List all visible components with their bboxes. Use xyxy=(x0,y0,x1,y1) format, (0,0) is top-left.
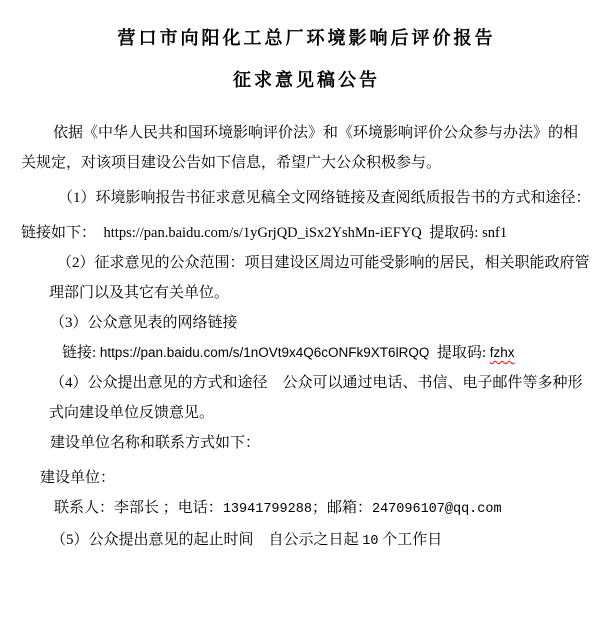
item5-days-value: 10 xyxy=(362,534,379,549)
contact-separator-1: ； xyxy=(159,500,178,516)
baidu-pan-report-link[interactable]: https://pan.baidu.com/s/1yGrjQD_iSx2YshMn-iEFYQ xyxy=(103,225,422,241)
item5-suffix: 个工作日 xyxy=(378,532,443,548)
email-address: 247096107@qq.com xyxy=(371,502,502,517)
link2-label: 链接: xyxy=(62,345,100,361)
phone-label: 电话： xyxy=(177,500,223,516)
document-body xyxy=(21,118,592,557)
link2-extraction-code: fzhx xyxy=(489,345,515,360)
link1-label: 链接如下： xyxy=(21,225,104,241)
item-2-paragraph: （2）征求意见的公众范围：项目建设区周边可能受影响的居民，相关职能政府管理部门以及其它有关单位。 xyxy=(49,255,590,301)
contact-intro-paragraph: 建设单位名称和联系方式如下： xyxy=(50,435,261,451)
opinion-form-link-line xyxy=(62,338,592,368)
item-3-paragraph: （3）公众意见表的网络链接 xyxy=(50,315,238,331)
intro-paragraph: 依据《中华人民共和国环境影响评价法》和《环境影响评价公众参与办法》的相关规定，对该项目建设公告如下信息，希望广大公众积极参与。 xyxy=(21,125,579,171)
contact-info-line xyxy=(54,493,592,525)
page-title: 营口市向阳化工总厂环境影响后评价报告 xyxy=(117,28,496,48)
report-link-line xyxy=(21,218,592,248)
email-label: 邮箱： xyxy=(326,500,372,516)
link1-extraction-code: snf1 xyxy=(482,225,508,241)
page-subtitle: 征求意见稿公告 xyxy=(233,70,380,90)
phone-number: 13941799288 xyxy=(222,502,312,517)
item-1-paragraph: （1）环境影响报告书征求意见稿全文网络链接及查阅纸质报告书的方式和途径： xyxy=(58,190,591,206)
link2-code-label: 提取码: xyxy=(429,345,490,361)
contact-separator-2: ； xyxy=(311,500,327,516)
item-4-paragraph: （4）公众提出意见的方式和途径 公众可以通过电话、书信、电子邮件等多种形式向建设单位反馈意见。 xyxy=(49,375,583,421)
item5-text: （5）公众提出意见的起止时间 自公示之日起 xyxy=(51,532,363,548)
item-5-paragraph xyxy=(51,525,592,557)
contact-person-name: 李部长 xyxy=(114,500,160,516)
contact-person-label: 联系人： xyxy=(54,500,115,516)
link1-code-label: 提取码: xyxy=(421,225,483,241)
construction-unit-label: 建设单位： xyxy=(40,470,116,486)
baidu-pan-opinion-form-link[interactable]: https://pan.baidu.com/s/1nOVt9x4Q6cONFk9XT6lRQQ xyxy=(99,345,430,360)
